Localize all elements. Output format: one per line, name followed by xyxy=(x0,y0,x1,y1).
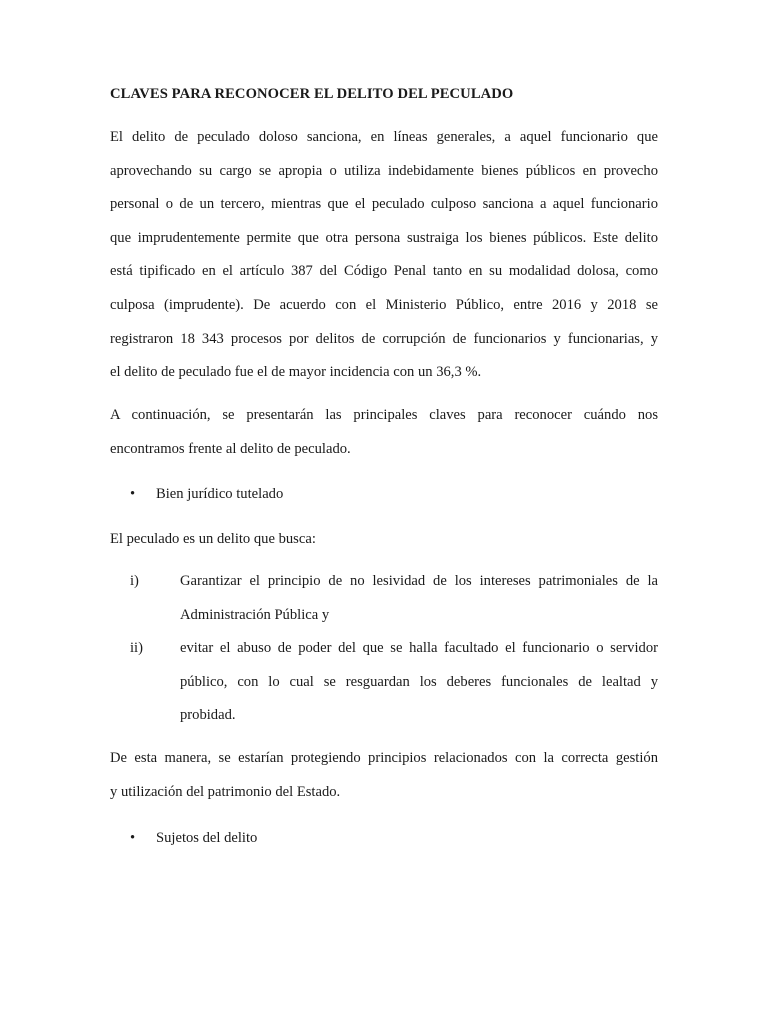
text-line: encontramos frente al delito de peculado. xyxy=(110,440,351,457)
enum-body xyxy=(180,632,658,733)
bullet-icon: • xyxy=(130,830,136,846)
paragraph-continuation xyxy=(110,399,658,466)
bullet-label: Bien jurídico tutelado xyxy=(156,486,284,502)
text-line: que imprudentemente permite que otra persona sustraiga los bienes públicos. Este delito xyxy=(110,229,658,246)
text-line: De esta manera, se estarían protegiendo principios relacionados con la correcta gestión xyxy=(110,750,658,766)
text-line: El peculado es un delito que busca: xyxy=(110,531,316,547)
text-line: el delito de peculado fue el de mayor incidencia con un 36,3 %. xyxy=(110,364,482,381)
text-line: personal o de un tercero, mientras que el peculado culposo sanciona a aquel funcionario xyxy=(110,196,658,213)
document-title: CLAVES PARA RECONOCER EL DELITO DEL PECULADO xyxy=(110,86,514,102)
paragraph-intro xyxy=(110,121,658,390)
text-line: está tipificado en el artículo 387 del Código Penal tanto en su modalidad dolosa, como xyxy=(110,263,658,280)
text-line: Administración Pública y xyxy=(180,606,330,623)
enum-marker: i) xyxy=(130,573,139,589)
text-line: Garantizar el principio de no lesividad de los intereses patrimoniales de la xyxy=(180,573,658,589)
text-line: aprovechando su cargo se apropia o utiliza indebidamente bienes públicos en provecho xyxy=(110,162,658,179)
bullet-label: Sujetos del delito xyxy=(156,830,258,846)
bullet-icon: • xyxy=(130,486,136,502)
text-line: A continuación, se presentarán las principales claves para reconocer cuándo nos xyxy=(110,407,658,423)
text-line: registraron 18 343 procesos por delitos de corrupción de funcionarios y funcionarias, y xyxy=(110,330,658,347)
bullet-item-sujetos xyxy=(130,828,257,848)
text-line: evitar el abuso de poder del que se halla facultado el funcionario o servidor xyxy=(180,640,658,656)
enum-marker: ii) xyxy=(130,640,143,656)
paragraph-busca xyxy=(110,523,658,557)
text-line: y utilización del patrimonio del Estado. xyxy=(110,783,341,800)
enum-body xyxy=(180,565,658,632)
bullet-item-bien-juridico xyxy=(130,484,283,504)
paragraph-conclusion xyxy=(110,742,658,809)
text-line: culposa (imprudente). De acuerdo con el Ministerio Público, entre 2016 y 2018 se xyxy=(110,296,658,313)
text-line: El delito de peculado doloso sanciona, en líneas generales, a aquel funcionario que xyxy=(110,129,658,145)
text-line: probidad. xyxy=(180,707,236,724)
text-line: público, con lo cual se resguardan los deberes funcionales de lealtad y xyxy=(180,673,658,690)
